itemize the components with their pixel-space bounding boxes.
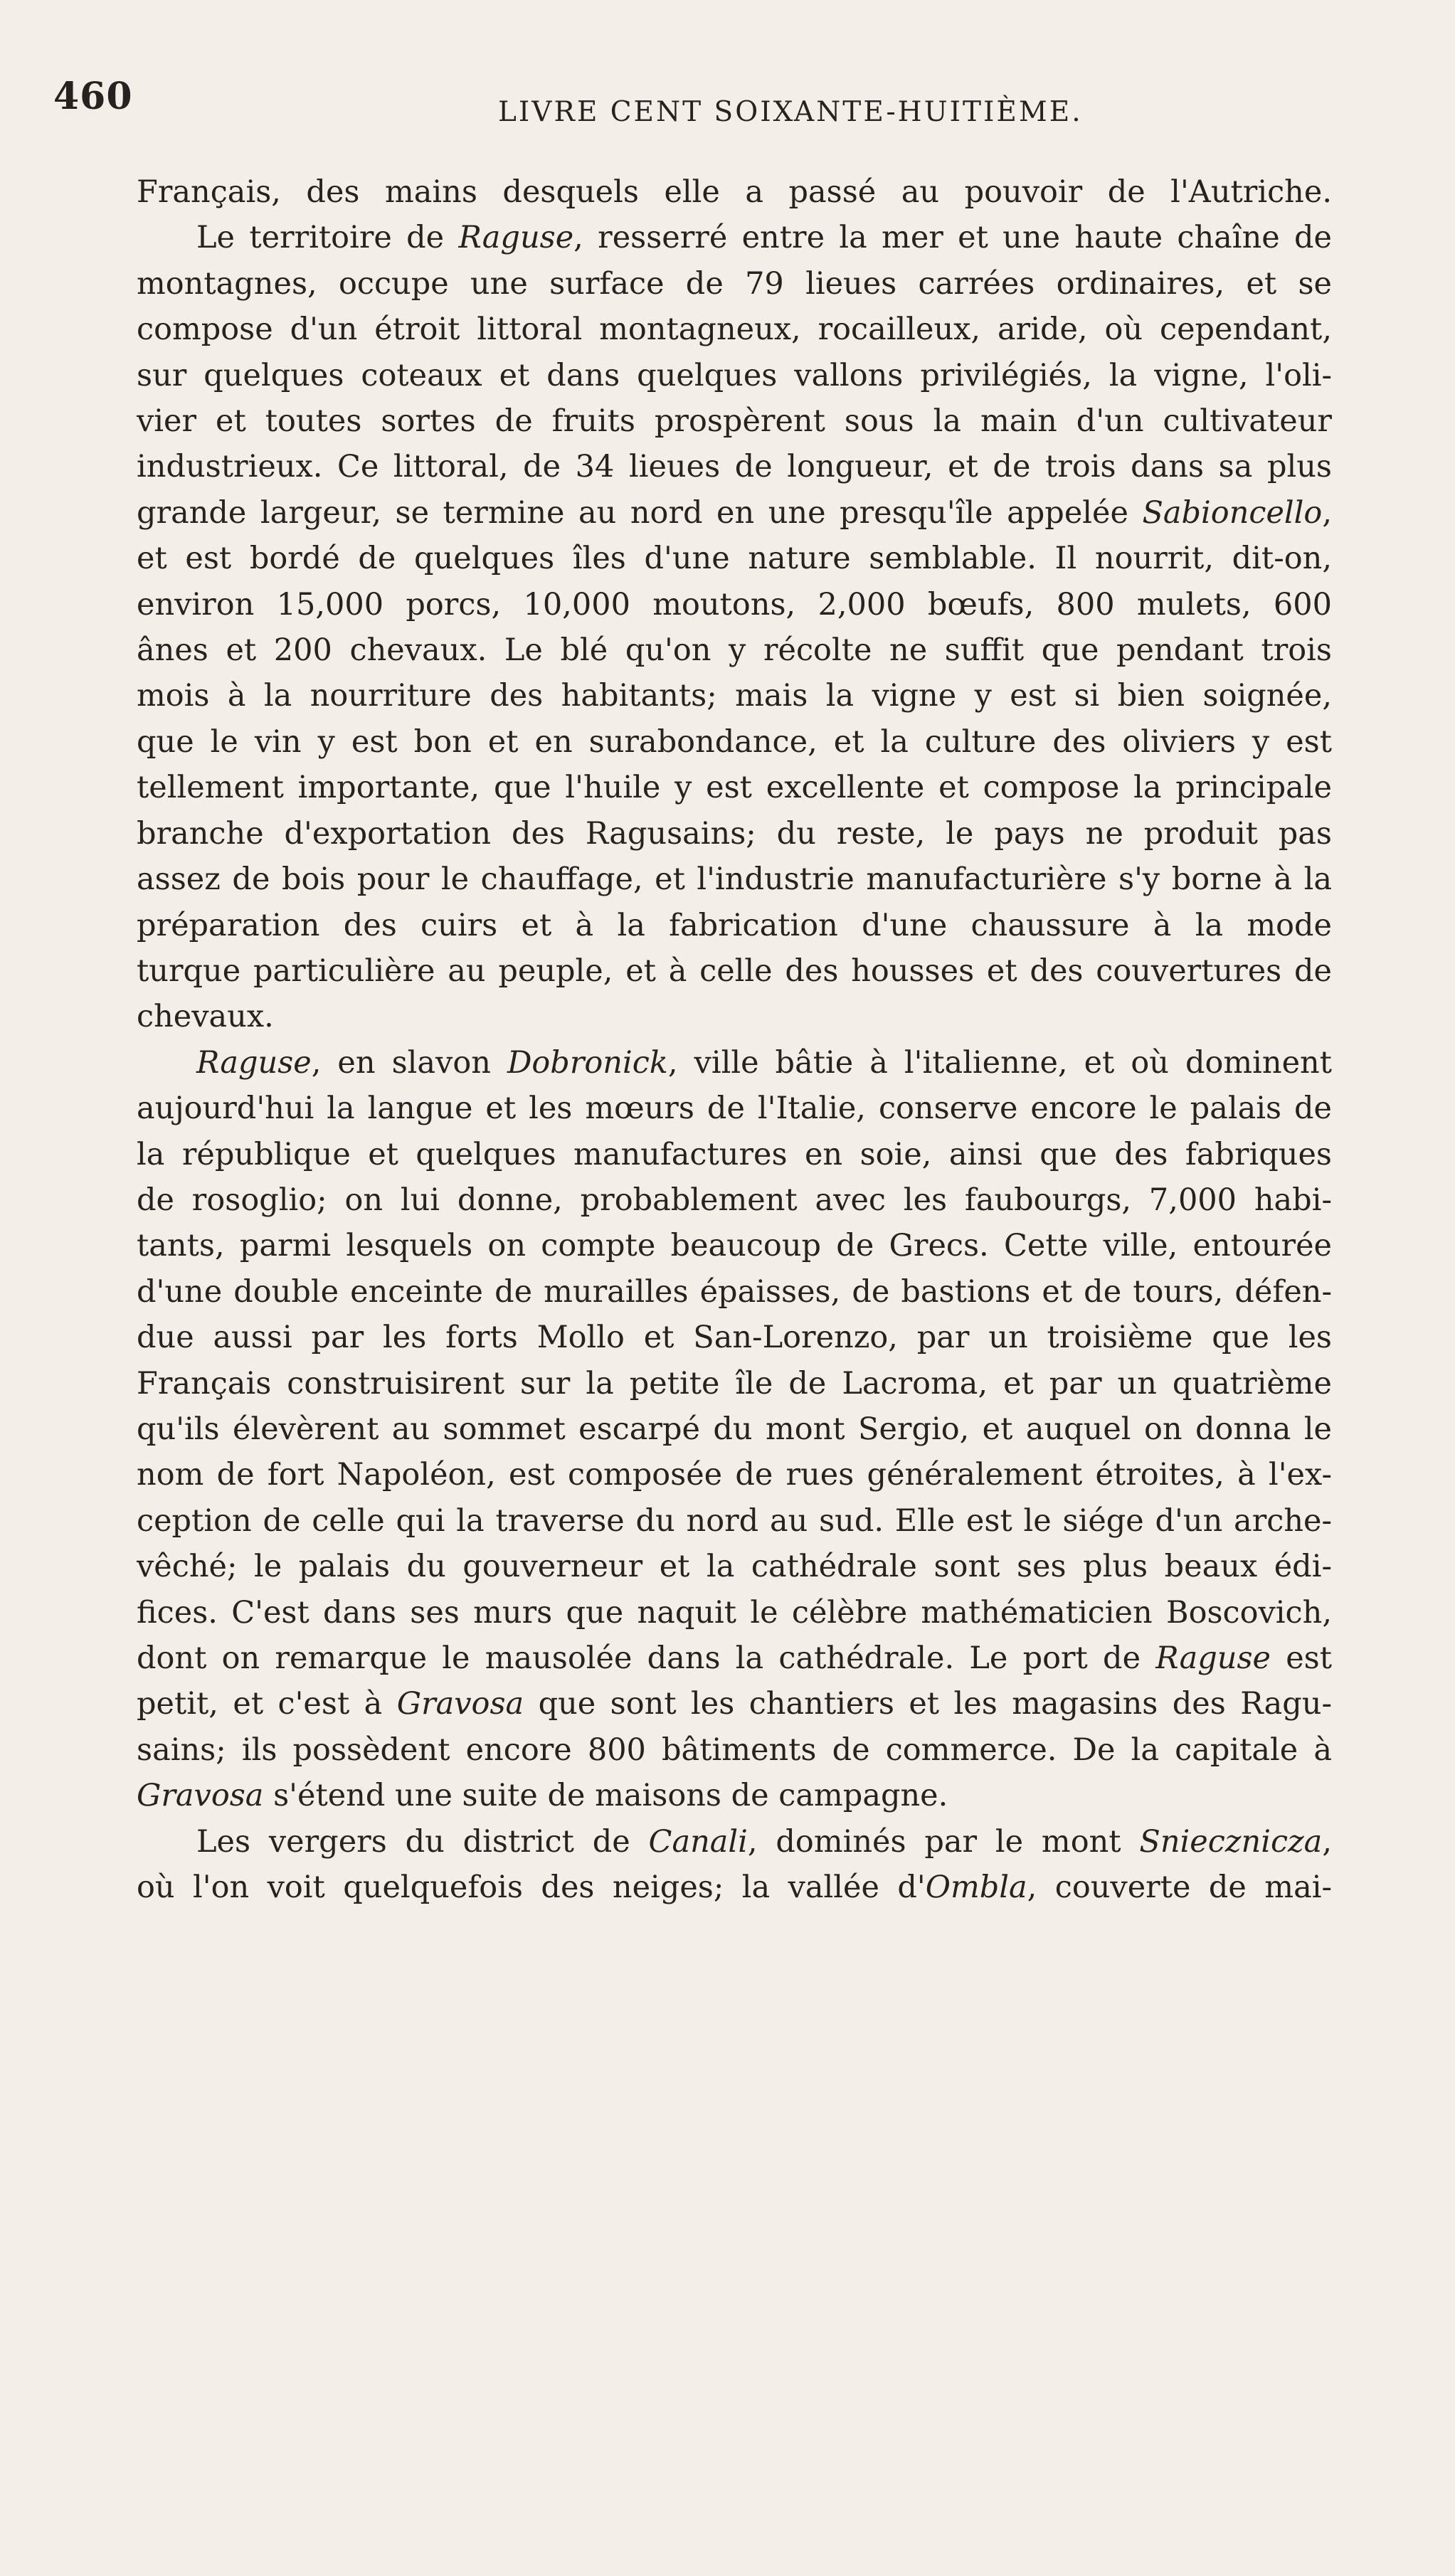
text-line: et est bordé de quelques îles d'une nature semblable. Il nourrit, dit-on, bbox=[137, 541, 1332, 577]
italic-name: Gravosa bbox=[396, 1686, 524, 1722]
text-line: que le vin y est bon et en surabondance, et la culture des oliviers y est bbox=[137, 723, 1332, 760]
text-line: grande largeur, se termine au nord en une presqu'île appelée Sabioncello, bbox=[137, 494, 1332, 531]
text-line: Français construisirent sur la petite île de Lacroma, et par un quatrième bbox=[137, 1365, 1332, 1401]
text-line: montagnes, occupe une surface de 79 lieues carrées ordinaires, et se bbox=[137, 265, 1332, 302]
italic-name: Gravosa bbox=[137, 1778, 264, 1814]
italic-name: Dobronick bbox=[507, 1044, 668, 1081]
text-line: préparation des cuirs et à la fabrication d'une chaussure à la mode bbox=[137, 907, 1332, 943]
text-line: tants, parmi lesquels on compte beaucoup de Grecs. Cette ville, entourée bbox=[137, 1228, 1332, 1264]
text-line: la république et quelques manufactures en soie, ainsi que des fabriques bbox=[137, 1136, 1332, 1172]
text-line: Gravosa s'étend une suite de maisons de campagne. bbox=[137, 1778, 948, 1814]
text-line: de rosoglio; on lui donne, probablement avec les faubourgs, 7,000 habi- bbox=[137, 1182, 1332, 1218]
text-line: vier et toutes sortes de fruits prospèrent sous la main d'un cultivateur bbox=[137, 403, 1332, 440]
italic-name: Canali bbox=[648, 1823, 748, 1860]
text-line: petit, et c'est à Gravosa que sont les chantiers et les magasins des Ragu- bbox=[137, 1686, 1332, 1722]
text-line: compose d'un étroit littoral montagneux, rocailleux, aride, où cependant, bbox=[137, 312, 1332, 348]
text-line: branche d'exportation des Ragusains; du reste, le pays ne produit pas bbox=[137, 815, 1332, 852]
running-head: LIVRE CENT SOIXANTE-HUITIÈME. bbox=[498, 96, 1083, 128]
italic-name: Raguse bbox=[458, 220, 574, 256]
text-line: dont on remarque le mausolée dans la cathédrale. Le port de Raguse est bbox=[137, 1641, 1332, 1676]
text-line: d'une double enceinte de murailles épaisses, de bastions et de tours, défen- bbox=[137, 1273, 1332, 1310]
text-line: turque particulière au peuple, et à celle des housses et des couvertures de bbox=[137, 953, 1332, 989]
body-text bbox=[137, 169, 1332, 1910]
text-line: due aussi par les forts Mollo et San-Lorenzo, par un troisième que les bbox=[137, 1320, 1332, 1356]
italic-name: Ombla bbox=[925, 1870, 1027, 1906]
text-line: Le territoire de Raguse, resserré entre la mer et une haute chaîne de bbox=[196, 220, 1332, 256]
text-line: sur quelques coteaux et dans quelques vallons privilégiés, la vigne, l'oli- bbox=[137, 357, 1332, 393]
text-line: environ 15,000 porcs, 10,000 moutons, 2,000 bœufs, 800 mulets, 600 bbox=[137, 586, 1332, 622]
italic-name: Raguse bbox=[1155, 1641, 1271, 1676]
italic-name: Raguse bbox=[196, 1044, 312, 1081]
text-line: chevaux. bbox=[137, 999, 274, 1035]
text-line: Français, des mains desquels elle a passé au pouvoir de l'Autriche. bbox=[137, 174, 1332, 210]
text-line: ânes et 200 chevaux. Le blé qu'on y récolte ne suffit que pendant trois bbox=[137, 632, 1332, 669]
italic-name: Sniecznicza bbox=[1139, 1823, 1323, 1860]
text-line: fices. C'est dans ses murs que naquit le célèbre mathématicien Boscovich, bbox=[137, 1594, 1332, 1631]
text-line: Les vergers du district de Canali, dominés par le mont Sniecznicza, bbox=[196, 1823, 1332, 1860]
text-line: aujourd'hui la langue et les mœurs de l'Italie, conserve encore le palais de bbox=[137, 1091, 1332, 1127]
text-line: vêché; le palais du gouverneur et la cathédrale sont ses plus beaux édi- bbox=[137, 1549, 1332, 1585]
text-line: industrieux. Ce littoral, de 34 lieues de longueur, et de trois dans sa plus bbox=[137, 449, 1332, 485]
page-number: 460 bbox=[53, 75, 133, 118]
text-line: ception de celle qui la traverse du nord au sud. Elle est le siége d'un arche- bbox=[137, 1502, 1332, 1539]
text-line: assez de bois pour le chauffage, et l'industrie manufacturière s'y borne à la bbox=[137, 862, 1332, 898]
text-line: sains; ils possèdent encore 800 bâtiments de commerce. De la capitale à bbox=[137, 1732, 1332, 1768]
text-line: qu'ils élevèrent au sommet escarpé du mont Sergio, et auquel on donna le bbox=[137, 1411, 1332, 1447]
text-line: Raguse, en slavon Dobronick, ville bâtie à l'italienne, et où dominent bbox=[196, 1044, 1332, 1081]
text-line: mois à la nourriture des habitants; mais la vigne y est si bien soignée, bbox=[137, 678, 1332, 714]
italic-name: Sabioncello bbox=[1142, 494, 1323, 531]
text-line: tellement importante, que l'huile y est excellente et compose la principale bbox=[137, 770, 1332, 806]
text-line: nom de fort Napoléon, est composée de rues généralement étroites, à l'ex- bbox=[137, 1457, 1332, 1493]
text-line: où l'on voit quelquefois des neiges; la vallée d'Ombla, couverte de mai- bbox=[137, 1870, 1332, 1906]
